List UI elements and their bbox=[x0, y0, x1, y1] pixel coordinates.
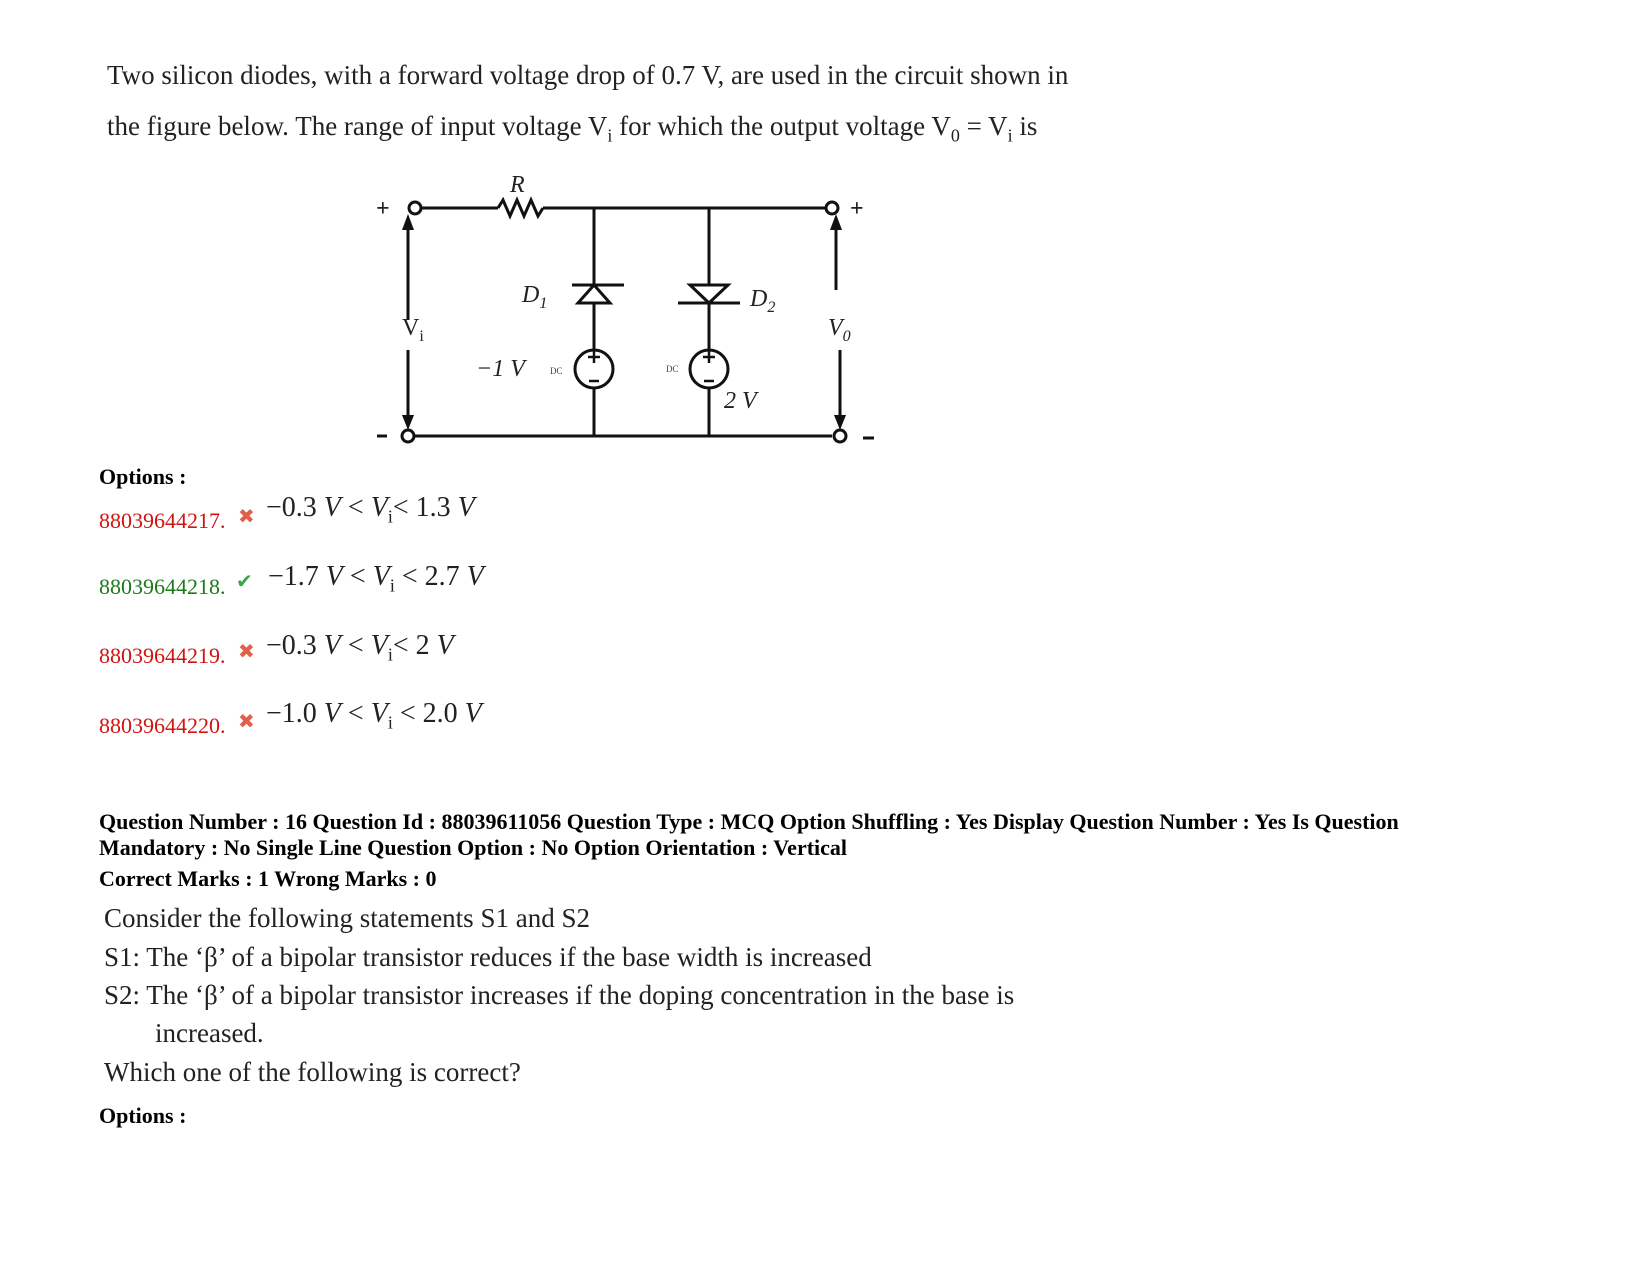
opt-lt: < 2.7 bbox=[394, 561, 467, 592]
q-sub: 0 bbox=[950, 125, 960, 146]
label-dc2: DC bbox=[666, 364, 679, 374]
opt-vi: V bbox=[370, 492, 388, 523]
opt-v: V bbox=[323, 630, 341, 661]
opt-lt: < 2.0 bbox=[392, 698, 465, 729]
label-d1-main: D bbox=[522, 282, 540, 308]
opt-sub: i bbox=[387, 644, 393, 665]
opt-lt: < 2 bbox=[392, 630, 437, 661]
opt-sub: i bbox=[387, 712, 393, 733]
opt-v: V bbox=[323, 492, 341, 523]
label-source1: −1 V bbox=[476, 356, 525, 382]
label-r: R bbox=[510, 172, 525, 198]
opt-lt: < 1.3 bbox=[392, 492, 458, 523]
opt-v: V bbox=[436, 630, 454, 661]
label-source2: 2 V bbox=[724, 388, 757, 414]
option-text bbox=[266, 492, 475, 528]
statement-s2-line2: increased. bbox=[155, 1018, 264, 1048]
label-vi-main: V bbox=[402, 315, 420, 341]
opt-lt: < bbox=[340, 492, 371, 523]
options-label: Options : bbox=[99, 464, 187, 489]
cross-icon: ✖ bbox=[238, 639, 255, 663]
q-sub: i bbox=[607, 125, 613, 146]
opt-vi: V bbox=[370, 698, 388, 729]
opt-lt: < bbox=[342, 561, 373, 592]
label-vi bbox=[402, 315, 424, 345]
option-text bbox=[268, 561, 484, 597]
q-text-part: is bbox=[1012, 111, 1038, 141]
statement-s1: S1: The ‘β’ of a bipolar transistor reduces if the base width is increased bbox=[104, 942, 872, 972]
option-id: 88039644217. bbox=[99, 508, 226, 533]
opt-v: V bbox=[457, 492, 475, 523]
opt-v: V bbox=[325, 561, 343, 592]
opt-vi: V bbox=[372, 561, 390, 592]
opt-pre: −0.3 bbox=[266, 630, 324, 661]
label-d2-main: D bbox=[750, 286, 768, 312]
label-vo-main: V bbox=[828, 315, 843, 341]
question-text-line1: Two silicon diodes, with a forward voltage drop of 0.7 V, are used in the circuit shown in bbox=[107, 60, 1069, 90]
label-vi-sub: i bbox=[419, 328, 424, 345]
marks-line: Correct Marks : 1 Wrong Marks : 0 bbox=[99, 866, 437, 891]
question-text-line2 bbox=[107, 111, 1037, 146]
opt-v: V bbox=[464, 698, 482, 729]
opt-sub: i bbox=[387, 506, 393, 527]
q-text-part: for which the output voltage V bbox=[612, 111, 951, 141]
opt-pre: −0.3 bbox=[266, 492, 324, 523]
question-meta-line1: Question Number : 16 Question Id : 88039611056 Question Type : MCQ Option Shuffling : Yes Display Question Number : Yes Is Question bbox=[99, 809, 1399, 834]
q-text-part: = V bbox=[959, 111, 1008, 141]
opt-v: V bbox=[323, 698, 341, 729]
label-dc1: DC bbox=[550, 366, 563, 376]
question-prompt: Which one of the following is correct? bbox=[104, 1057, 521, 1087]
question-meta-line2: Mandatory : No Single Line Question Option : No Option Orientation : Vertical bbox=[99, 835, 848, 860]
q-text-part: the figure below. The range of input voltage V bbox=[107, 111, 608, 141]
option-text bbox=[266, 630, 454, 666]
opt-pre: −1.7 bbox=[268, 561, 326, 592]
label-plus-out: + bbox=[850, 196, 864, 222]
cross-icon: ✖ bbox=[238, 504, 255, 528]
opt-v: V bbox=[466, 561, 484, 592]
label-d2-sub: 2 bbox=[767, 299, 776, 316]
opt-pre: −1.0 bbox=[266, 698, 324, 729]
opt-lt: < bbox=[340, 698, 371, 729]
opt-sub: i bbox=[389, 575, 395, 596]
label-d2 bbox=[749, 286, 775, 316]
option-id: 88039644219. bbox=[99, 643, 226, 668]
statement-s2-line1: S2: The ‘β’ of a bipolar transistor increases if the doping concentration in the base is bbox=[104, 980, 1015, 1010]
opt-lt: < bbox=[340, 630, 371, 661]
cross-icon: ✖ bbox=[238, 709, 255, 733]
circuit-diagram bbox=[360, 160, 900, 460]
option-text bbox=[266, 698, 482, 734]
option-id: 88039644218. bbox=[99, 574, 226, 599]
options-label-q16: Options : bbox=[99, 1103, 187, 1128]
option-id: 88039644220. bbox=[99, 713, 226, 738]
q-sub: i bbox=[1007, 125, 1013, 146]
label-vo-sub: 0 bbox=[842, 328, 851, 345]
label-d1-sub: 1 bbox=[539, 295, 548, 312]
check-icon: ✔ bbox=[236, 569, 253, 593]
statement-intro: Consider the following statements S1 and S2 bbox=[104, 903, 590, 933]
label-plus-in: + bbox=[376, 196, 390, 222]
label-vo bbox=[828, 315, 851, 345]
opt-vi: V bbox=[370, 630, 388, 661]
label-d1 bbox=[521, 282, 547, 312]
